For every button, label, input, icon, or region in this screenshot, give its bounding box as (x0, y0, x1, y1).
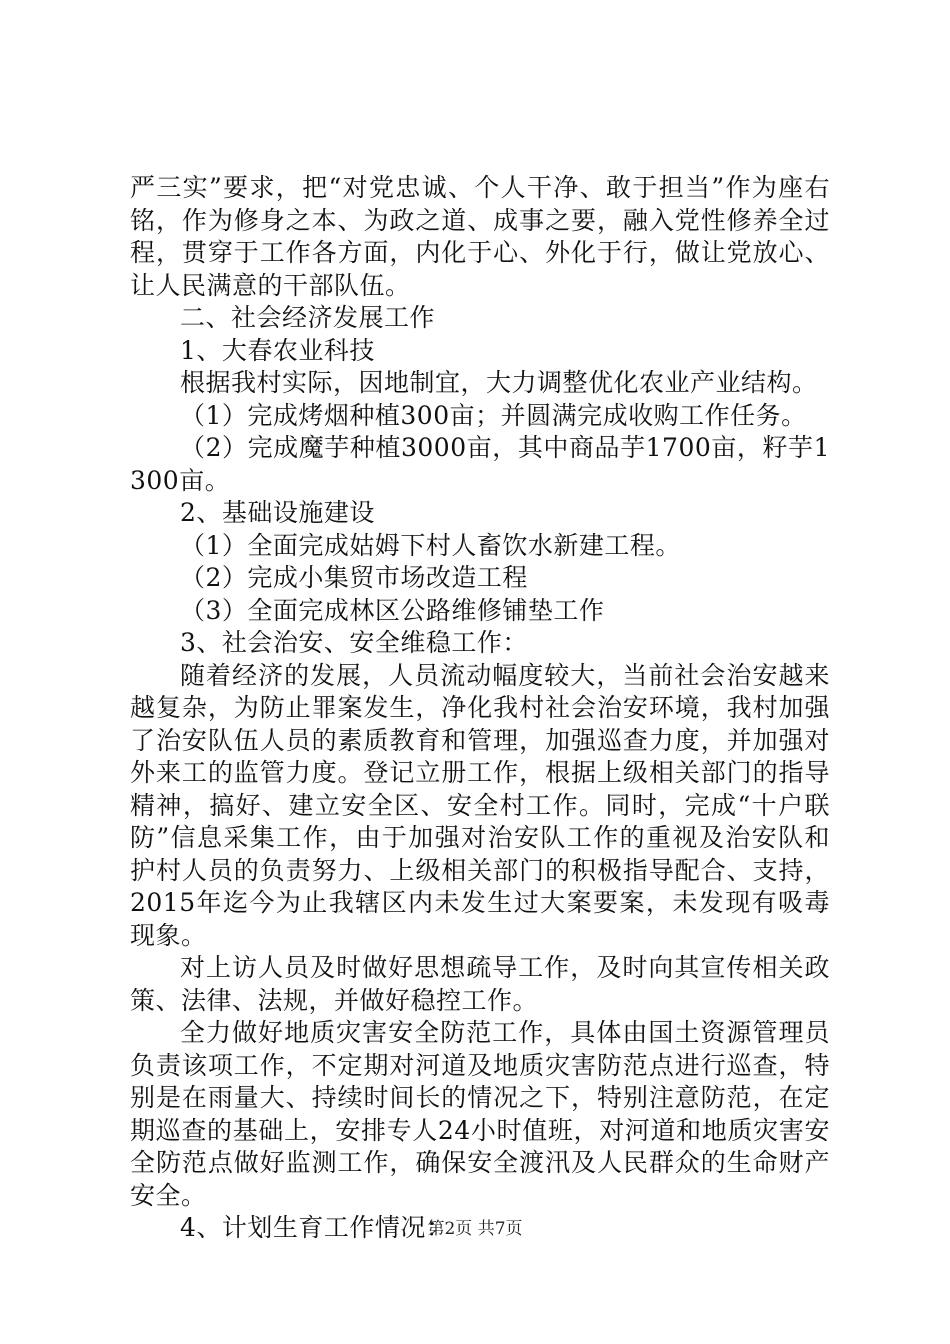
list-item-water-project: （1）全面完成姑姆下村人畜饮水新建工程。 (180, 530, 681, 560)
subheading-agriculture: 1、大春农业科技 (180, 335, 375, 365)
page-number-footer: 第2页 共7页 (427, 1219, 523, 1239)
document-body (130, 172, 830, 1245)
subheading-infrastructure: 2、基础设施建设 (180, 498, 375, 527)
paragraph-petitioners: 对上访人员及时做好思想疏导工作，及时向其宣传相关政策、法律、法规，并做好稳控工作。 (130, 953, 830, 1015)
paragraph-agriculture: 根据我村实际，因地制宜，大力调整优化农业产业结构。 (180, 368, 818, 397)
paragraph-public-security: 随着经济的发展，人员流动幅度较大，当前社会治安越来越复杂，为防止罪案发生，净化我村社会治安环境，我村加强了治安队伍人员的素质教育和管理，加强巡查力度，并加强对外来工的监管力度。登记立册工作，根据上级相关部门的指导精神，搞好、建立安全区、安全村工作。同时，完成“十户联防”信息采集工作，由于加强对治安队工作的重视及治安队和护村人员的负责努力、上级相关部门的积极指导配合、支持，2015年迄今为止我辖区内未发生过大案要案，未发现有吸毒现象。 (130, 660, 830, 950)
list-item-market-renovation: （2）完成小集贸市场改造工程 (180, 563, 528, 592)
subheading-family-planning: 4、计划生育工作情况： (180, 1213, 452, 1242)
paragraph-continuation: 严三实”要求，把“对党忠诚、个人干净、敢于担当”作为座右铭，作为修身之本、为政之道、成事之要，融入党性修养全过程，贯穿于工作各方面，内化于心、外化于行，做让党放心、让人民满意的干部队伍。 (130, 173, 830, 300)
paragraph-geological-hazards: 全力做好地质灾害安全防范工作，具体由国土资源管理员负责该项工作，不定期对河道及地质灾害防范点进行巡查，特别是在雨量大、持续时间长的情况之下，特别注意防范，在定期巡查的基础上，安排专人24小时值班，对河道和地质灾害安全防范点做好监测工作，确保安全渡汛及人民群众的生命财产安全。 (130, 1018, 830, 1210)
subheading-public-security: 3、社会治安、安全维稳工作： (180, 628, 528, 657)
list-item-road-repair: （3）全面完成林区公路维修铺垫工作 (180, 595, 605, 625)
list-item-tobacco: （1）完成烤烟种植300亩；并圆满完成收购工作任务。 (180, 400, 807, 430)
section-heading-economy: 二、社会经济发展工作 (180, 303, 436, 332)
list-item-konjac: （2）完成魔芋种植3000亩，其中商品芋1700亩，籽芋1300亩。 (130, 433, 830, 495)
